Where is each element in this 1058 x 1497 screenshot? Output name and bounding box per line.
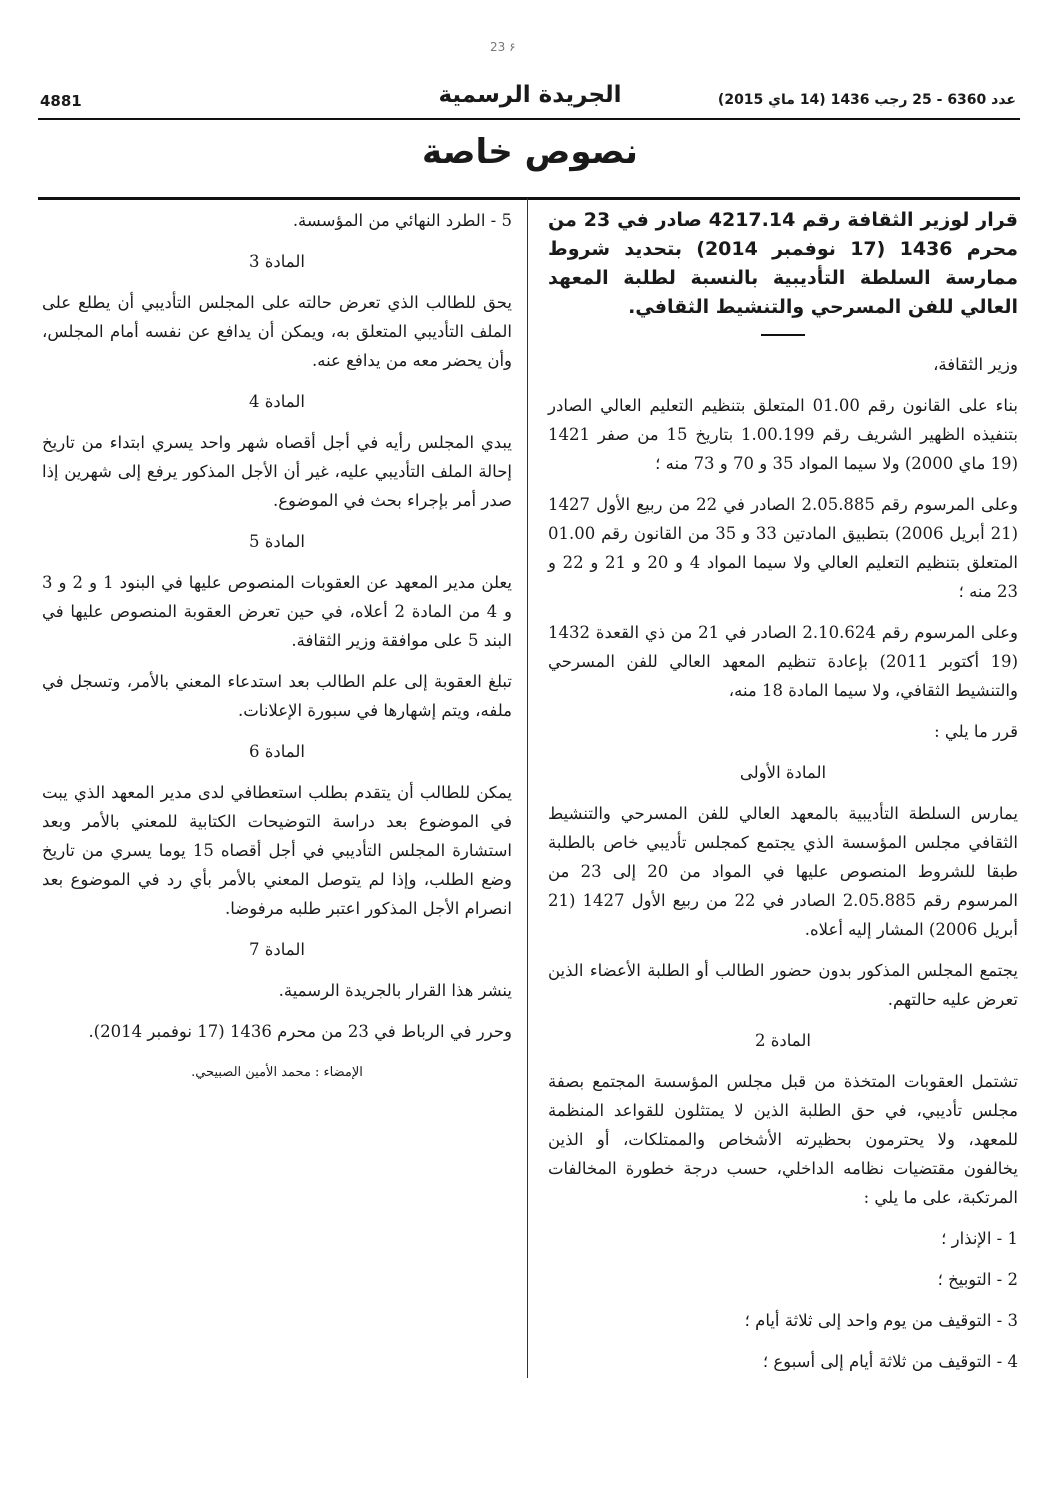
article-3-text: يحق للطالب الذي تعرض حالته على المجلس التأديبي أن يطلع على الملف التأديبي المتعلق به، ويمكن أن يدافع عن نفسه أمام المجلس، وأن يحضر معه من يدافع عنه. (42, 293, 512, 370)
article-1-text-2: يجتمع المجلس المذكور بدون حضور الطالب أو الطلبة الأعضاء الذين تعرض عليه حالتهم. (548, 961, 1018, 1009)
section-divider (38, 197, 1020, 200)
article-4-heading: المادة 4 (249, 392, 305, 411)
preamble-3: وعلى المرسوم رقم 2.10.624 الصادر في 21 من ذي القعدة 1432 (19 أكتوبر 2011) بإعادة تنظيم المعهد العالي للفن المسرحي والتنشيط الثقافي، ولا سيما المادة 18 منه، (548, 623, 1018, 700)
column-divider (527, 198, 528, 1378)
title-divider (761, 334, 805, 336)
article-7-heading: المادة 7 (249, 940, 305, 959)
list-item: 3 - التوقيف من يوم واحد إلى ثلاثة أيام ؛ (744, 1311, 1018, 1330)
list-item: 5 - الطرد النهائي من المؤسسة. (292, 211, 512, 230)
decree-title: قرار لوزير الثقافة رقم 4217.14 صادر في 23 من محرم 1436 (17 نوفمبر 2014) بتحديد شروط ممارسة السلطة التأديبية بالنسبة لطلبة المعهد العالي للفن المسرحي والتنشيط الثقافي. (548, 209, 1018, 318)
article-3-heading: المادة 3 (249, 252, 305, 271)
sanctions-list (548, 1224, 1018, 1376)
article-6-heading: المادة 6 (249, 742, 305, 761)
article-5-heading: المادة 5 (249, 532, 305, 551)
article-4-text: يبدي المجلس رأيه في أجل أقصاه شهر واحد يسري ابتداء من تاريخ إحالة الملف التأديبي عليه، غير أن الأجل المذكور يرفع إلى شهرين إذا صدر أمر بإجراء بحث في الموضوع. (42, 433, 512, 510)
list-item: 4 - التوقيف من ثلاثة أيام إلى أسبوع ؛ (762, 1352, 1018, 1371)
list-item: 1 - الإنذار ؛ (941, 1229, 1018, 1248)
decides-line: قرر ما يلي : (934, 722, 1018, 741)
header-divider (38, 118, 1020, 120)
article-2-text: تشتمل العقوبات المتخذة من قبل مجلس المؤسسة المجتمع بصفة مجلس تأديبي، في حق الطلبة الذين لا يمتثلون للقواعد المنظمة للمعهد، ولا يحترمون بحظيرته الأشخاص والممتلكات، أو الذين يخالفون مقتضيات نظامه الداخلي، حسب درجة خطورة المخالفات المرتكبة، على ما يلي : (548, 1072, 1018, 1207)
article-5-text-2: تبلغ العقوبة إلى علم الطالب بعد استدعاء المعني بالأمر، وتسجل في ملفه، ويتم إشهارها في سبورة الإعلانات. (42, 672, 512, 720)
signature: الإمضاء : محمد الأمين الصبيحي. (191, 1065, 363, 1080)
preamble-2: وعلى المرسوم رقم 2.05.885 الصادر في 22 من ربيع الأول 1427 (21 أبريل 2006) بتطبيق المادتين 33 و 35 من القانون رقم 01.00 المتعلق بتنظيم التعليم العالي ولا سيما المواد 4 و 20 و 21 و 22 و 23 منه ؛ (548, 495, 1019, 601)
preamble-1: بناء على القانون رقم 01.00 المتعلق بتنظيم التعليم العالي الصادر بتنفيذه الظهير الشريف رقم 1.00.199 بتاريخ 15 من صفر 1421 (19 ماي 2000) ولا سيما المواد 35 و 70 و 73 منه ؛ (548, 396, 1019, 473)
page-number: 4881 (40, 92, 82, 110)
right-column (548, 206, 1018, 1388)
article-2-heading: المادة 2 (755, 1031, 811, 1050)
article-5-text: يعلن مدير المعهد عن العقوبات المنصوص عليها في البنود 1 و 2 و 3 و 4 من المادة 2 أعلاه، في حين تعرض العقوبة المنصوص عليها في البند 5 على موافقة وزير الثقافة. (42, 573, 513, 650)
left-column (42, 206, 512, 1099)
article-7-text: ينشر هذا القرار بالجريدة الرسمية. (278, 981, 512, 1000)
minister-line: وزير الثقافة، (933, 355, 1018, 374)
done-at-line: وحرر في الرباط في 23 من محرم 1436 (17 نوفمبر 2014). (88, 1022, 512, 1041)
issue-info: عدد 6360 - 25 رجب 1436 (14 ماي 2015) (717, 92, 1016, 108)
section-title: نصوص خاصة (422, 132, 638, 172)
scan-marks: 23 ۶ (490, 40, 516, 54)
list-item: 2 - التوبيخ ؛ (937, 1270, 1018, 1289)
article-6-text: يمكن للطالب أن يتقدم بطلب استعطافي لدى مدير المعهد الذي يبت في الموضوع بعد دراسة التوضيحات الكتابية للمعني بالأمر وبعد استشارة المجلس التأديبي في أجل أقصاه 15 يوما يسري من تاريخ وضع الطلب، وإذا لم يتوصل المعني بالأمر بأي رد في الموضوع بعد انصرام الأجل المذكور اعتبر طلبه مرفوضا. (42, 783, 512, 918)
journal-title: الجريدة الرسمية (438, 82, 622, 108)
article-1-text: يمارس السلطة التأديبية بالمعهد العالي للفن المسرحي والتنشيط الثقافي مجلس المؤسسة الذي يجتمع كمجلس تأديبي خاص بالطلبة طبقا للشروط المنصوص عليها في المواد من 20 إلى 23 من المرسوم رقم 2.05.885 الصادر في 22 من ربيع الأول 1427 (21 أبريل 2006) المشار إليه أعلاه. (548, 804, 1018, 939)
article-1-heading: المادة الأولى (739, 763, 827, 782)
